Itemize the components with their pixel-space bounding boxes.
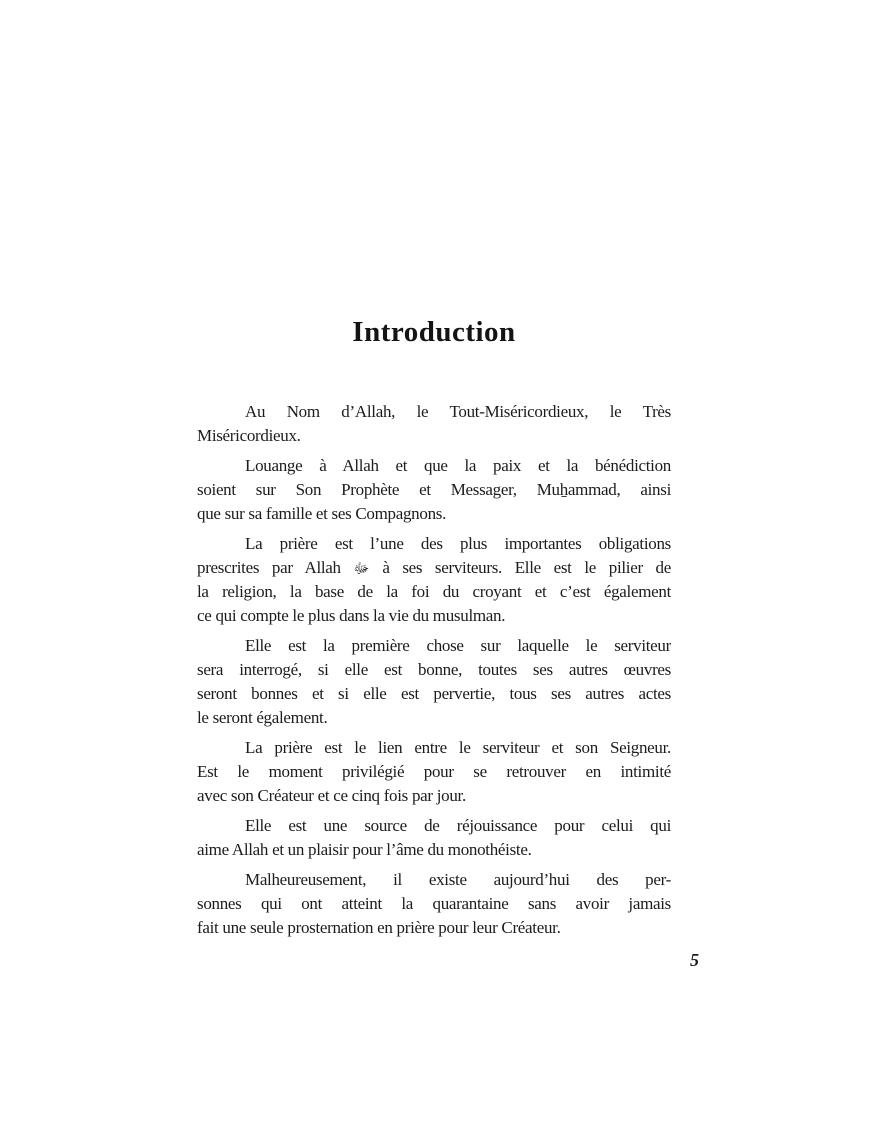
text-line: que sur sa famille et ses Compagnons. <box>197 504 447 523</box>
text-line: le seront également. <box>197 708 328 727</box>
text-line: Malheureusement, il existe aujourd’hui des per- <box>245 870 671 889</box>
text-line: Est le moment privilégié pour se retrouver en intimité <box>197 762 671 781</box>
text-line: aime Allah et un plaisir pour l’âme du monothéiste. <box>197 840 532 859</box>
page-title: Introduction <box>352 316 516 348</box>
text-line: soient sur Son Prophète et Messager, Muẖammad, ainsi <box>197 480 671 499</box>
text-line: la religion, la base de la foi du croyant et c’est également <box>197 582 671 601</box>
allah-honorific-icon: ﷻ <box>353 561 370 577</box>
paragraph <box>197 400 671 448</box>
text-line: La prière est l’une des plus importantes obligations <box>245 534 671 553</box>
text-line: sera interrogé, si elle est bonne, toutes ses autres œuvres <box>197 660 671 679</box>
page-number: 5 <box>690 950 699 970</box>
text-line: Louange à Allah et que la paix et la bénédiction <box>245 456 671 475</box>
text-line: fait une seule prosternation en prière pour leur Créateur. <box>197 918 561 937</box>
text-line: sonnes qui ont atteint la quarantaine sans avoir jamais <box>197 894 671 913</box>
paragraph <box>197 868 671 940</box>
text-line: ce qui compte le plus dans la vie du musulman. <box>197 606 506 625</box>
text-line: La prière est le lien entre le serviteur et son Seigneur. <box>245 738 671 757</box>
paragraph <box>197 634 671 730</box>
paragraph <box>197 454 671 526</box>
text-line: Miséricordieux. <box>197 426 301 445</box>
text-line: prescrites par Allah ﷻ à ses serviteurs. Elle est le pilier de <box>197 558 671 577</box>
body-text <box>197 400 671 940</box>
paragraph <box>197 814 671 862</box>
paragraph <box>197 736 671 808</box>
paragraph <box>197 532 671 628</box>
text-line: seront bonnes et si elle est pervertie, tous ses autres actes <box>197 684 671 703</box>
text-line: Elle est la première chose sur laquelle le serviteur <box>245 636 671 655</box>
text-line: Au Nom d’Allah, le Tout-Miséricordieux, le Très <box>245 402 671 421</box>
text-line: Elle est une source de réjouissance pour celui qui <box>245 816 671 835</box>
text-line: avec son Créateur et ce cinq fois par jour. <box>197 786 466 805</box>
